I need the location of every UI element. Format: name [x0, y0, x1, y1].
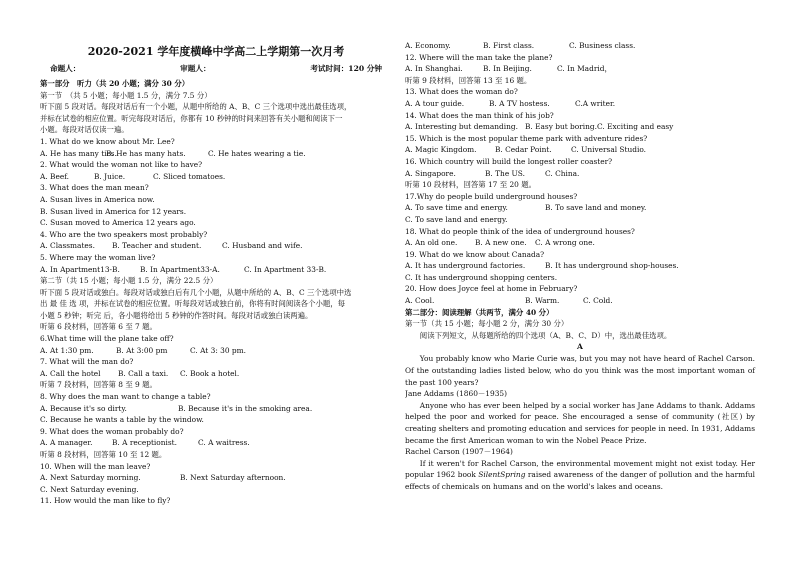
option-b: B. First class.: [483, 41, 535, 50]
part1-instruction: 小题 5 秒钟；听完 后，各小题将给出 5 秒钟的作答时间。每段对话或独白读两遍。: [40, 310, 313, 320]
question-19: 19. What do we know about Canada?: [405, 249, 545, 259]
passage-paragraph: [405, 458, 755, 493]
option-c: C. Universal Studio.: [571, 145, 646, 155]
option-a: A. Because it's so dirty.: [40, 403, 127, 413]
question-10-options: [40, 472, 392, 484]
question-4: 4. Who are the two speakers most probably?: [40, 229, 208, 239]
option-b: B. In Apartment33-A.: [140, 264, 220, 274]
question-20-options: [405, 295, 755, 307]
passage-text: If it weren't for Rachel Carson, the environmental movement might not exist today. Her popular 1962 book: [405, 458, 755, 480]
part1-instruction: 并标在试卷的相应位置。听完每段对话后，你都有 10 秒钟的时间来回答有关小题和阅读下一: [40, 113, 343, 123]
option-c: C. Business class.: [569, 41, 636, 50]
option-c: C. He hates wearing a tie.: [208, 148, 306, 158]
setter-label: 命题人：: [50, 64, 81, 73]
question-17-options: [405, 202, 755, 214]
option-a: A. Interesting but demanding.: [405, 122, 518, 132]
question-2: 2. What would the woman not like to have?: [40, 160, 203, 170]
passage-paragraph: You probably know who Marie Curie was, but you may not have heard of Rachel Carson. Of the outstanding ladies listed below, who do you think was the most important woman of the past 100 years?: [405, 354, 755, 387]
option-c: C. Book a hotel.: [180, 368, 240, 378]
question-16: 16. Which country will build the longest roller coaster?: [405, 156, 613, 166]
option-a: A. To save time and energy.: [405, 203, 508, 213]
question-11: 11. How would the man like to fly?: [40, 496, 171, 506]
question-5: 5. Where may the woman live?: [40, 252, 156, 262]
part1-heading: 第一部分 听力（共 20 小题；满分 30 分）: [40, 79, 190, 88]
option-c: C. Next Saturday evening.: [40, 484, 139, 494]
option-b: B. Call a taxi.: [118, 368, 169, 378]
option-b: B. The US.: [485, 168, 525, 178]
material-intro: 听第 7 段材料，回答第 8 至 9 题。: [40, 380, 157, 390]
option-c: C. In Madrid，: [557, 64, 612, 74]
option-a: A. Susan lives in America now.: [40, 194, 155, 204]
question-10: 10. When will the man leave?: [40, 461, 151, 471]
question-13: 13. What does the woman do?: [405, 87, 518, 97]
part2-section1: 第一节（共 15 小题；每小题 2 分，满分 30 分）: [405, 319, 569, 329]
question-14-options: [405, 121, 755, 133]
question-18-options: [405, 237, 755, 249]
option-c: C. It has underground shopping centers.: [405, 272, 558, 282]
question-9-options: [40, 437, 392, 449]
option-a: A. Call the hotel: [40, 368, 101, 378]
question-17: 17.Why do people build underground houses?: [405, 191, 578, 201]
question-9: 9. What does the woman probably do?: [40, 426, 184, 436]
question-5-options: [40, 264, 392, 276]
option-a: A. In Shanghai.: [405, 64, 463, 74]
question-1-options: [40, 148, 392, 160]
question-16-options: [405, 168, 755, 180]
material-intro: 听第 10 段材料，回答第 17 至 20 题。: [405, 180, 536, 190]
option-a: A. A manager.: [40, 438, 93, 448]
question-8: 8. Why does the man want to change a table?: [40, 392, 211, 402]
part1-instruction: 听下面 5 段对话。每段对话后有一个小题，从题中所给的 A、B、C 三个选项中选出最佳选项，: [40, 102, 352, 112]
option-b: B. It has underground shop-houses.: [545, 261, 679, 271]
option-a: A. Magic Kingdom.: [405, 145, 477, 155]
material-intro: 听第 9 段材料，回答第 13 至 16 题。: [405, 75, 532, 85]
passage-label: A: [577, 342, 583, 352]
question-12: 12. Where will the man take the plane?: [405, 52, 553, 62]
option-b: B. To save land and money.: [545, 203, 647, 213]
option-a: A. Classmates.: [40, 241, 95, 251]
part1-section1: 第一节 （共 5 小题；每小题 1.5 分，满分 7.5 分）: [40, 90, 212, 100]
question-14: 14. What does the man think of his job?: [405, 110, 554, 120]
question-7-options: [40, 368, 392, 380]
part2-instruction: 阅读下列短文，从每题所给的四个选项（A、B、C、D）中，选出最佳选项。: [419, 330, 672, 340]
person-heading: Rachel Carson (1907－1964): [405, 447, 513, 457]
option-a: A. An old one.: [405, 238, 458, 248]
material-intro: 听第 8 段材料，回答第 10 至 12 题。: [40, 450, 167, 459]
option-b: B. He has many hats.: [106, 148, 186, 158]
part1-section2: 第二节（共 15 小题；每小题 1.5 分，满分 22.5 分）: [40, 276, 218, 286]
question-7: 7. What will the man do?: [40, 357, 134, 367]
option-a: A. He has many tics.: [40, 148, 117, 158]
material-intro: 听第 6 段材料，回答第 6 至 7 题。: [40, 322, 157, 332]
option-a: A. In Apartment13-B.: [40, 264, 120, 274]
exam-meta: [40, 62, 392, 75]
question-19-options: [405, 260, 755, 272]
book-title: SilentSpring: [478, 470, 526, 480]
option-b: B. Warm.: [525, 296, 560, 306]
question-20: 20. How does Joyce feel at home in February?: [405, 284, 578, 294]
question-6-options: [40, 345, 392, 357]
left-column: [40, 44, 392, 507]
option-a: A. At 1:30 pm.: [40, 345, 94, 355]
passage-paragraph: Anyone who has ever been helped by a social worker has Jane Addams to thank. Addams helped the poor and worked for peace. She encouraged a sense of community (社区) by creating shelters and promoting education and services for people in need. In 1931, Addams became the first American woman to win the Nobel Peace Prize.: [405, 400, 755, 445]
question-2-options: [40, 171, 392, 183]
option-b: B. A TV hostess.: [489, 98, 550, 108]
option-c: C. Because he wants a table by the window.: [40, 415, 204, 425]
option-a: A. Economy.: [405, 41, 451, 50]
option-a: A. Singapore.: [405, 168, 456, 178]
option-c: C. To save land and energy.: [405, 214, 508, 224]
option-c: C. A waitress.: [198, 438, 250, 448]
part1-instruction: 听下面 5 段对话或独白。每段对话或独白后有几个小题，从题中所给的 A、B、C 三个选项中选: [40, 287, 352, 297]
option-a: A. Next Saturday morning.: [40, 473, 141, 483]
question-12-options: [405, 63, 755, 75]
part1-instruction: 出 最 佳 选 项，并标在试卷的相应位置。听每段对话或独白前，你将有时间阅读各个小题，每: [40, 299, 346, 309]
option-b: B. Teacher and student.: [112, 241, 202, 251]
option-a: A. A tour guide.: [405, 98, 465, 108]
option-b: B. In Beijing.: [483, 64, 532, 74]
question-3: 3. What does the man mean?: [40, 183, 149, 193]
option-c: C. A wrong one.: [535, 238, 595, 248]
option-a: A. Beef.: [40, 171, 70, 181]
question-8-options: [40, 403, 392, 415]
option-a: A. It has underground factories.: [405, 261, 526, 271]
option-a: A. Cool.: [405, 296, 435, 306]
option-b: B. Because it's in the smoking area.: [178, 403, 313, 413]
option-b: B. Susan lived in America for 12 years.: [40, 206, 187, 216]
option-b: B. Juice.: [94, 171, 126, 181]
option-c: C. In Apartment 33-B.: [244, 264, 327, 274]
option-c: C. Husband and wife.: [222, 241, 303, 251]
option-b: B. A receptionist.: [112, 438, 177, 448]
option-c: C. Susan moved to America 12 years ago.: [40, 218, 196, 228]
question-13-options: [405, 98, 755, 110]
option-b: B. At 3:00 pm: [116, 345, 168, 355]
question-18: 18. What do people think of the idea of underground houses?: [405, 226, 635, 236]
option-c: C. Sliced tomatoes.: [153, 171, 226, 181]
passage-text: raised awareness of the danger of pollution and the harmful effects of chemicals on humans and on the world's lakes and oceans.: [405, 470, 755, 491]
option-c: C.A writer.: [575, 98, 616, 108]
question-15-options: [405, 144, 755, 156]
option-c: C. China.: [545, 168, 580, 178]
option-b: B. Easy but boring.: [525, 122, 597, 132]
option-c: C. Exciting and easy: [597, 122, 674, 132]
right-column: [405, 40, 755, 493]
option-b: B. Next Saturday afternoon.: [180, 473, 286, 483]
part2-heading: 第二部分：阅读理解（共两节，满分 40 分）: [405, 307, 554, 317]
question-11-options: [405, 40, 755, 52]
question-15: 15. Which is the most popular theme park with adventure rides?: [405, 133, 648, 143]
option-c: C. Cold.: [583, 296, 613, 306]
question-4-options: [40, 240, 392, 252]
option-b: B. Cedar Point.: [495, 145, 552, 155]
part1-instruction: 小题。每段对话仅读一遍。: [40, 125, 129, 135]
exam-time: 考试时间：120 分钟: [310, 64, 382, 73]
question-1: 1. What do we know about Mr. Lee?: [40, 136, 175, 146]
reviewer-label: 审题人：: [180, 64, 211, 73]
exam-title: 2020-2021 学年度横峰中学高二上学期第一次月考: [87, 45, 345, 58]
option-b: B. A new one.: [475, 238, 527, 248]
option-c: C. At 3: 30 pm.: [190, 345, 246, 355]
person-heading: Jane Addams (1860－1935): [405, 389, 507, 399]
question-6: 6.What time will the plane take off?: [40, 334, 174, 344]
